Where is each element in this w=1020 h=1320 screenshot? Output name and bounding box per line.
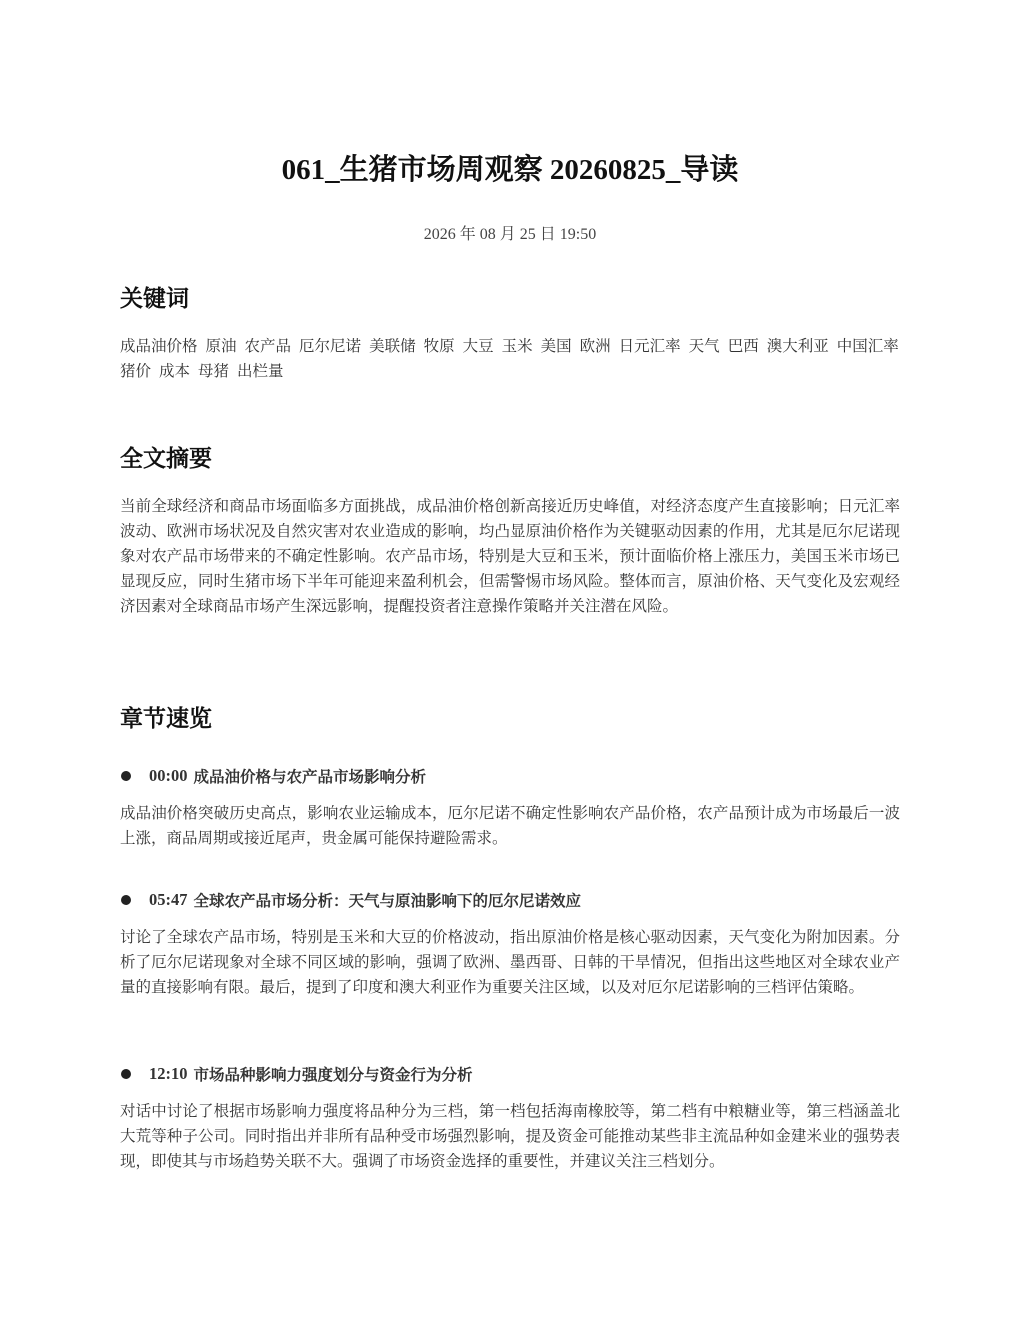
chapter-heading bbox=[120, 887, 900, 913]
keyword: 巴西 bbox=[727, 337, 759, 355]
chapter-heading bbox=[120, 763, 900, 789]
bullet-icon bbox=[121, 771, 131, 781]
keyword: 母猪 bbox=[198, 362, 230, 380]
keyword: 出栏量 bbox=[237, 362, 284, 380]
keyword: 厄尔尼诺 bbox=[299, 337, 362, 355]
chapter-title: 全球农产品市场分析：天气与原油影响下的厄尔尼诺效应 bbox=[193, 892, 582, 910]
keyword: 澳大利亚 bbox=[766, 337, 829, 355]
summary-heading: 全文摘要 bbox=[120, 446, 212, 472]
keyword: 美联储 bbox=[369, 337, 416, 355]
summary-text: 当前全球经济和商品市场面临多方面挑战，成品油价格创新高接近历史峰值，对经济态度产生直接影响；日元汇率波动、欧洲市场状况及自然灾害对农业造成的影响，均凸显原油价格作为关键驱动因素的作用，尤其是厄尔尼诺现象对农产品市场带来的不确定性影响。农产品市场，特别是大豆和玉米，预计面临价格上涨压力，美国玉米市场已显现反应，同时生猪市场下半年可能迎来盈利机会，但需警惕市场风险。整体而言，原油价格、天气变化及宏观经济因素对全球商品市场产生深远影响，提醒投资者注意操作策略并关注潜在风险。 bbox=[120, 497, 900, 615]
chapter-heading bbox=[120, 1061, 900, 1087]
keyword: 农产品 bbox=[244, 337, 292, 355]
chapter-time: 12:10 bbox=[149, 1064, 188, 1083]
chapter-time: 05:47 bbox=[149, 890, 188, 909]
keyword: 成本 bbox=[159, 362, 191, 380]
keyword: 天气 bbox=[688, 337, 720, 355]
keyword: 成品油价格 bbox=[120, 337, 198, 355]
keyword: 猪价 bbox=[120, 362, 152, 380]
keywords-list bbox=[120, 334, 900, 384]
bullet-icon bbox=[121, 1069, 131, 1079]
chapter-title: 市场品种影响力强度划分与资金行为分析 bbox=[193, 1066, 473, 1084]
chapters-heading: 章节速览 bbox=[120, 706, 212, 732]
keyword: 牧原 bbox=[423, 337, 455, 355]
keyword: 中国汇率 bbox=[836, 337, 899, 355]
chapter-title: 成品油价格与农产品市场影响分析 bbox=[193, 768, 427, 786]
keyword: 欧洲 bbox=[579, 337, 611, 355]
keyword: 原油 bbox=[205, 337, 237, 355]
keyword: 美国 bbox=[540, 337, 572, 355]
document-title: 061_生猪市场周观察 20260825_导读 bbox=[281, 154, 739, 186]
keyword: 玉米 bbox=[501, 337, 533, 355]
keyword: 大豆 bbox=[462, 337, 494, 355]
keyword: 日元汇率 bbox=[618, 337, 681, 355]
chapter-text: 讨论了全球农产品市场，特别是玉米和大豆的价格波动，指出原油价格是核心驱动因素，天气变化为附加因素。分析了厄尔尼诺现象对全球不同区域的影响，强调了欧洲、墨西哥、日韩的干旱情况，但指出这些地区对全球农业产量的直接影响有限。最后，提到了印度和澳大利亚作为重要关注区域，以及对厄尔尼诺影响的三档评估策略。 bbox=[120, 928, 900, 996]
keywords-heading: 关键词 bbox=[120, 286, 189, 312]
chapter-time: 00:00 bbox=[149, 766, 188, 785]
chapter-text: 成品油价格突破历史高点，影响农业运输成本，厄尔尼诺不确定性影响农产品价格，农产品预计成为市场最后一波上涨，商品周期或接近尾声，贵金属可能保持避险需求。 bbox=[120, 804, 900, 847]
document-date: 2026 年 08 月 25 日 19:50 bbox=[423, 226, 597, 243]
bullet-icon bbox=[121, 895, 131, 905]
chapter-text: 对话中讨论了根据市场影响力强度将品种分为三档，第一档包括海南橡胶等，第二档有中粮糖业等，第三档涵盖北大荒等种子公司。同时指出并非所有品种受市场强烈影响，提及资金可能推动某些非主流品种如金建米业的强势表现，即使其与市场趋势关联不大。强调了市场资金选择的重要性，并建议关注三档划分。 bbox=[120, 1102, 900, 1170]
